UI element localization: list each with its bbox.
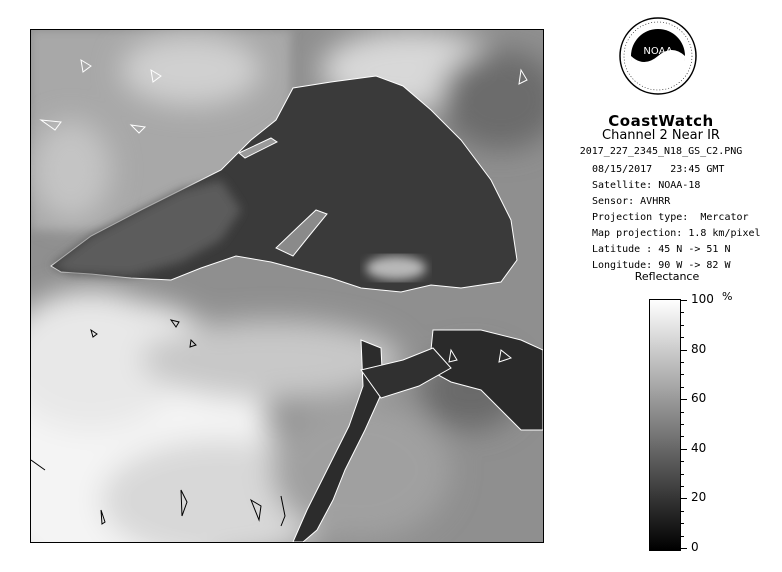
colorbar-major-tick <box>680 548 687 549</box>
colorbar-minor-tick <box>680 523 684 524</box>
colorbar-tick-label: 100 <box>691 292 714 306</box>
colorbar-minor-tick <box>680 436 684 437</box>
noaa-logo-icon <box>618 16 698 96</box>
brand-title: CoastWatch <box>608 112 714 130</box>
colorbar-minor-tick <box>680 474 684 475</box>
filename-label: 2017_227_2345_N18_GS_C2.PNG <box>579 146 743 157</box>
colorbar-minor-tick <box>680 412 684 413</box>
map-image <box>31 30 543 542</box>
colorbar-minor-tick <box>680 387 684 388</box>
latitude-label: Latitude : 45 N -> 51 N <box>592 244 731 255</box>
logo-text: NOAA <box>643 46 673 57</box>
colorbar-major-tick <box>680 449 687 450</box>
datetime-label: 08/15/2017 23:45 GMT <box>592 164 725 175</box>
satellite-map <box>30 29 544 543</box>
colorbar-tick-label: 0 <box>691 540 699 554</box>
colorbar-minor-tick <box>680 337 684 338</box>
colorbar-major-tick <box>680 498 687 499</box>
colorbar-minor-tick <box>680 374 684 375</box>
colorbar-tick-label: 20 <box>691 490 707 505</box>
projection-type-label: Projection type: Mercator <box>592 212 749 223</box>
colorbar-minor-tick <box>680 424 684 425</box>
colorbar-minor-tick <box>680 362 684 363</box>
channel-label: Channel 2 Near IR <box>602 128 720 143</box>
colorbar-tick-label: 80 <box>691 341 707 356</box>
legend-unit: % <box>722 290 733 303</box>
colorbar-minor-tick <box>680 325 684 326</box>
colorbar-minor-tick <box>680 536 684 537</box>
colorbar-tick-label: 60 <box>691 391 707 406</box>
noaa-logo <box>618 16 698 96</box>
legend-title: Reflectance <box>634 270 700 283</box>
colorbar-minor-tick <box>680 511 684 512</box>
colorbar-major-tick <box>680 399 687 400</box>
longitude-label: Longitude: 90 W -> 82 W <box>592 260 731 271</box>
colorbar-minor-tick <box>680 461 684 462</box>
colorbar-major-tick <box>680 300 687 301</box>
reflectance-colorbar <box>649 299 681 551</box>
colorbar-minor-tick <box>680 312 684 313</box>
colorbar-minor-tick <box>680 486 684 487</box>
satellite-label: Satellite: NOAA-18 <box>592 180 701 191</box>
colorbar-tick-label: 40 <box>691 440 707 455</box>
colorbar-major-tick <box>680 350 687 351</box>
map-projection-label: Map projection: 1.8 km/pixel <box>592 228 761 239</box>
sensor-label: Sensor: AVHRR <box>592 196 671 207</box>
